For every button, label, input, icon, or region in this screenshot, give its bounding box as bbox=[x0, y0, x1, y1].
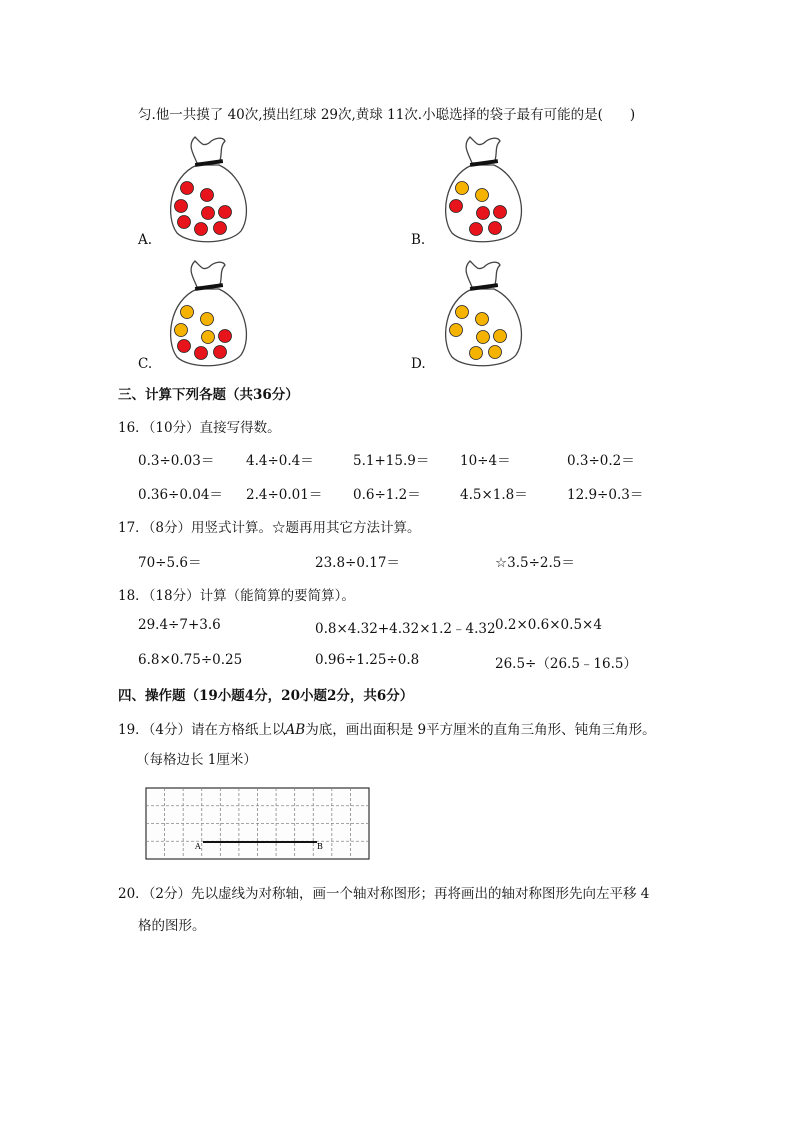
bag-b-image bbox=[438, 133, 528, 243]
q19-stem bbox=[118, 718, 656, 738]
q18-stem: 18．（18分）计算（能简算的要简算）。 bbox=[118, 588, 355, 604]
yellow-ball bbox=[201, 313, 214, 326]
red-ball bbox=[202, 207, 215, 220]
q18-item: 6.8×0.75÷0.25 bbox=[138, 652, 243, 668]
red-ball bbox=[494, 206, 507, 219]
option-a-letter: A. bbox=[138, 232, 153, 248]
q15-continuation: 匀.他一共摸了 40次,摸出红球 29次,黄球 11次.小聪选择的袋子最有可能的是( ) bbox=[138, 107, 636, 123]
red-ball bbox=[219, 206, 232, 219]
yellow-ball bbox=[470, 347, 483, 360]
yellow-ball bbox=[476, 189, 489, 202]
red-ball bbox=[219, 330, 232, 343]
yellow-ball bbox=[181, 306, 194, 319]
yellow-ball bbox=[489, 346, 502, 359]
yellow-ball bbox=[477, 331, 490, 344]
q19-note: （每格边长 1厘米） bbox=[136, 752, 257, 768]
yellow-ball bbox=[450, 324, 463, 337]
q17-item: ☆3.5÷2.5＝ bbox=[495, 555, 575, 571]
red-ball bbox=[175, 200, 188, 213]
yellow-ball bbox=[476, 313, 489, 326]
red-ball bbox=[477, 207, 490, 220]
option-b-letter: B. bbox=[411, 232, 426, 248]
q16-item: 2.4÷0.01＝ bbox=[246, 487, 323, 503]
q18-row-1 bbox=[0, 617, 794, 637]
q18-item: 26.5÷（26.5﹣16.5） bbox=[495, 656, 637, 672]
q19-stem-post: 为底，画出面积是 9平方厘米的直角三角形、钝角三角形。 bbox=[305, 722, 656, 738]
q16-item: 5.1+15.9＝ bbox=[353, 453, 430, 469]
red-ball bbox=[470, 223, 483, 236]
q16-item: 4.4÷0.4＝ bbox=[246, 453, 314, 469]
red-ball bbox=[195, 223, 208, 236]
red-ball bbox=[181, 182, 194, 195]
q19-stem-ab: AB bbox=[285, 722, 306, 738]
q17-row bbox=[0, 551, 794, 571]
q16-item: 12.9÷0.3＝ bbox=[567, 487, 644, 503]
red-ball bbox=[450, 200, 463, 213]
label-b: B bbox=[317, 842, 323, 851]
q16-item: 0.36÷0.04＝ bbox=[138, 487, 223, 503]
red-ball bbox=[201, 189, 214, 202]
q16-item: 10÷4＝ bbox=[460, 453, 511, 469]
q16-item: 0.3÷0.03＝ bbox=[138, 453, 215, 469]
red-ball bbox=[489, 222, 502, 235]
q18-item: 0.2×0.6×0.5×4 bbox=[495, 617, 602, 633]
option-d-letter: D. bbox=[411, 356, 426, 372]
q16-stem: 16．（10分）直接写得数。 bbox=[118, 420, 281, 436]
label-a: A bbox=[195, 842, 201, 851]
red-ball bbox=[214, 346, 227, 359]
red-ball bbox=[214, 222, 227, 235]
yellow-ball bbox=[456, 182, 469, 195]
q16-row-2 bbox=[0, 483, 794, 503]
yellow-ball bbox=[494, 330, 507, 343]
red-ball bbox=[178, 216, 191, 229]
grid-svg bbox=[145, 787, 370, 860]
yellow-ball bbox=[175, 324, 188, 337]
grid-paper[interactable] bbox=[145, 787, 370, 860]
q20-stem-2: 格的图形。 bbox=[138, 918, 206, 934]
q18-row-2 bbox=[0, 652, 794, 672]
bag-c-image bbox=[163, 257, 253, 367]
red-ball bbox=[195, 347, 208, 360]
bag-d-image bbox=[438, 257, 528, 367]
section-3-title: 三、计算下列各题（共36分） bbox=[118, 387, 299, 403]
q18-item: 0.8×4.32+4.32×1.2﹣4.32 bbox=[315, 621, 496, 637]
section-4-title: 四、操作题（19小题4分，20小题2分，共6分） bbox=[118, 688, 414, 704]
q17-stem: 17．（8分）用竖式计算。☆题再用其它方法计算。 bbox=[118, 520, 421, 536]
q16-item: 0.3÷0.2＝ bbox=[567, 453, 635, 469]
q17-item: 23.8÷0.17＝ bbox=[315, 555, 400, 571]
q17-item: 70÷5.6＝ bbox=[138, 555, 202, 571]
q18-item: 0.96÷1.25÷0.8 bbox=[315, 652, 420, 668]
q19-stem-pre: 19．（4分）请在方格纸上以 bbox=[118, 722, 286, 738]
bag-a-image bbox=[163, 133, 253, 243]
red-ball bbox=[178, 340, 191, 353]
q20-stem: 20．（2分）先以虚线为对称轴，画一个轴对称图形；再将画出的轴对称图形先向左平移 4 bbox=[118, 886, 650, 902]
yellow-ball bbox=[202, 331, 215, 344]
yellow-ball bbox=[456, 306, 469, 319]
q16-item: 4.5×1.8＝ bbox=[460, 487, 528, 503]
option-c-letter: C. bbox=[138, 356, 153, 372]
q16-row-1 bbox=[0, 449, 794, 469]
q18-item: 29.4÷7+3.6 bbox=[138, 617, 221, 633]
q16-item: 0.6÷1.2＝ bbox=[353, 487, 421, 503]
